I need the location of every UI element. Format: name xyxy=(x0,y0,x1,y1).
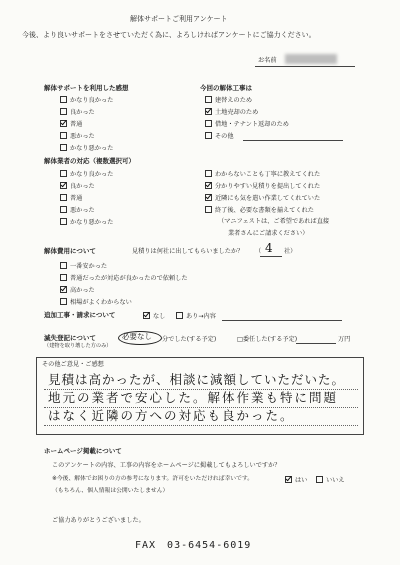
checkbox[interactable] xyxy=(60,132,67,139)
contractor-option-2[interactable]: 普通 xyxy=(60,194,82,202)
contractor-option-3[interactable]: 悪かった xyxy=(60,206,95,214)
checkbox[interactable] xyxy=(205,96,212,103)
comment-handwritten-line-1: 見積は高かったが、相談に減額していただいた。 xyxy=(48,372,346,387)
checkbox-checked[interactable] xyxy=(205,108,212,115)
comment-handwritten-line-2: 地元の業者で安心した。解体作業も特に問題 xyxy=(48,390,339,405)
extra-detail-underline xyxy=(222,320,342,321)
usage-option-0[interactable]: かなり良かった xyxy=(60,96,113,104)
detail-option-2[interactable]: 近隣にも気を遣い作業してくれていた xyxy=(205,194,320,202)
usage-option-3[interactable]: 悪かった xyxy=(60,132,95,140)
contractor-heading: 解体業者の対応（複数選択可） xyxy=(44,157,135,165)
checkbox-checked[interactable] xyxy=(205,194,212,201)
checkbox-checked[interactable] xyxy=(60,120,67,127)
checkbox[interactable] xyxy=(60,194,67,201)
answer-circle xyxy=(118,331,162,345)
registration-option-2[interactable]: □委任した(する予定) xyxy=(237,336,298,343)
redacted-name xyxy=(285,54,337,64)
cost-option-2[interactable]: 高かった xyxy=(60,286,95,294)
usage-option-1[interactable]: 良かった xyxy=(60,108,95,116)
checkbox[interactable] xyxy=(60,298,67,305)
registration-heading: 滅失登記について xyxy=(44,334,96,342)
checkbox[interactable] xyxy=(60,96,67,103)
purpose-option-3[interactable]: その他 xyxy=(205,132,234,140)
fax-number: FAX 03-6454-6019 xyxy=(135,540,252,551)
estimate-underline xyxy=(260,256,282,257)
checkbox-checked[interactable] xyxy=(143,312,150,319)
usage-option-2[interactable]: 普通 xyxy=(60,120,82,128)
extra-none-option[interactable]: なし xyxy=(143,312,165,320)
checkbox[interactable] xyxy=(205,132,212,139)
homepage-heading: ホームページ掲載について xyxy=(44,447,122,455)
checkbox[interactable] xyxy=(60,262,67,269)
checkbox[interactable] xyxy=(60,170,67,177)
checkbox[interactable] xyxy=(205,170,212,177)
contractor-option-4[interactable]: かなり悪かった xyxy=(60,218,113,226)
homepage-no-option[interactable]: いいえ xyxy=(316,476,345,484)
homepage-question: このアンケートの内容、工事の内容をホームページに掲載してもよろしいですか？ xyxy=(52,462,281,469)
detail-option-0[interactable]: わからないことも丁寧に教えてくれた xyxy=(205,170,320,178)
checkbox[interactable] xyxy=(60,144,67,151)
extra-yes-option[interactable]: あり→内容 xyxy=(176,312,216,320)
comment-line xyxy=(44,425,358,426)
checkbox-checked[interactable] xyxy=(60,286,67,293)
usage-option-4[interactable]: かなり悪かった xyxy=(60,144,113,152)
estimate-open-paren: （ xyxy=(255,248,262,255)
contractor-option-0[interactable]: かなり良かった xyxy=(60,170,113,178)
purpose-option-2[interactable]: 借地・テナント返却のため xyxy=(205,120,289,128)
amount-underline xyxy=(296,343,336,344)
cost-heading: 解体費用について xyxy=(44,247,96,255)
registration-handwritten[interactable]: 必要なし xyxy=(122,332,152,341)
purpose-option-1[interactable]: 土地売却のため xyxy=(205,108,258,116)
name-label: お名前 xyxy=(258,57,277,64)
manifest-note-1: （マニフェストは、ご希望であれば直接 xyxy=(218,218,330,225)
amount-unit: 万円 xyxy=(338,336,351,343)
checkbox[interactable] xyxy=(205,120,212,127)
detail-option-1[interactable]: 分かりやすい見積りを提出してくれた xyxy=(205,182,320,190)
thanks-text: ご協力ありがとうございました。 xyxy=(52,517,145,524)
estimate-unit: 社） xyxy=(284,248,297,255)
homepage-yes-option[interactable]: はい xyxy=(285,476,307,484)
checkbox[interactable] xyxy=(316,476,323,483)
homepage-note-1: ※今後、解体でお困りの方の参考になります。許可をいただければ幸いです。 xyxy=(52,476,254,482)
purpose-heading: 今回の解体工事は xyxy=(200,84,252,92)
other-underline xyxy=(243,140,343,141)
cost-option-3[interactable]: 相場がよくわからない xyxy=(60,298,132,306)
estimate-count-handwritten[interactable]: 4 xyxy=(265,241,273,255)
checkbox[interactable] xyxy=(205,206,212,213)
checkbox[interactable] xyxy=(60,206,67,213)
manifest-note-2: 業者さんにご請求ください） xyxy=(228,230,309,237)
registration-option-1[interactable]: 分でした(する予定) xyxy=(162,336,217,343)
name-underline xyxy=(255,66,355,67)
purpose-option-0[interactable]: 建替えのため xyxy=(205,96,252,104)
homepage-note-2: （もちろん、個人情報は公開いたしません） xyxy=(52,488,169,494)
usage-heading: 解体サポートを利用した感想 xyxy=(44,84,129,92)
checkbox-checked[interactable] xyxy=(205,182,212,189)
cost-option-0[interactable]: 一番安かった xyxy=(60,262,107,270)
survey-title: 解体サポートご利用アンケート xyxy=(130,15,228,23)
checkbox[interactable] xyxy=(176,312,183,319)
registration-subtitle: （建物を取り壊した方のみ） xyxy=(44,343,112,349)
checkbox-checked[interactable] xyxy=(60,182,67,189)
extra-work-heading: 追加工事・請求について xyxy=(44,311,116,319)
checkbox-checked[interactable] xyxy=(285,476,292,483)
contractor-option-1[interactable]: 良かった xyxy=(60,182,95,190)
checkbox[interactable] xyxy=(60,108,67,115)
comments-label: その他ご意見・ご感想 xyxy=(42,361,104,368)
intro-text: 今後、より良いサポートをさせていただく為に、よろしければアンケートにご協力ください。 xyxy=(22,31,316,39)
checkbox[interactable] xyxy=(60,218,67,225)
comment-handwritten-line-3: はなく近隣の方への対応も良かった。 xyxy=(48,408,295,423)
detail-option-3[interactable]: 終了後、必要な書類を揃えてくれた xyxy=(205,206,314,214)
estimate-question: 見積りは何社に出してもらいましたか？ xyxy=(132,248,244,255)
cost-option-1[interactable]: 普通だったが対応が良かったので依頼した xyxy=(60,274,188,282)
checkbox[interactable] xyxy=(60,274,67,281)
